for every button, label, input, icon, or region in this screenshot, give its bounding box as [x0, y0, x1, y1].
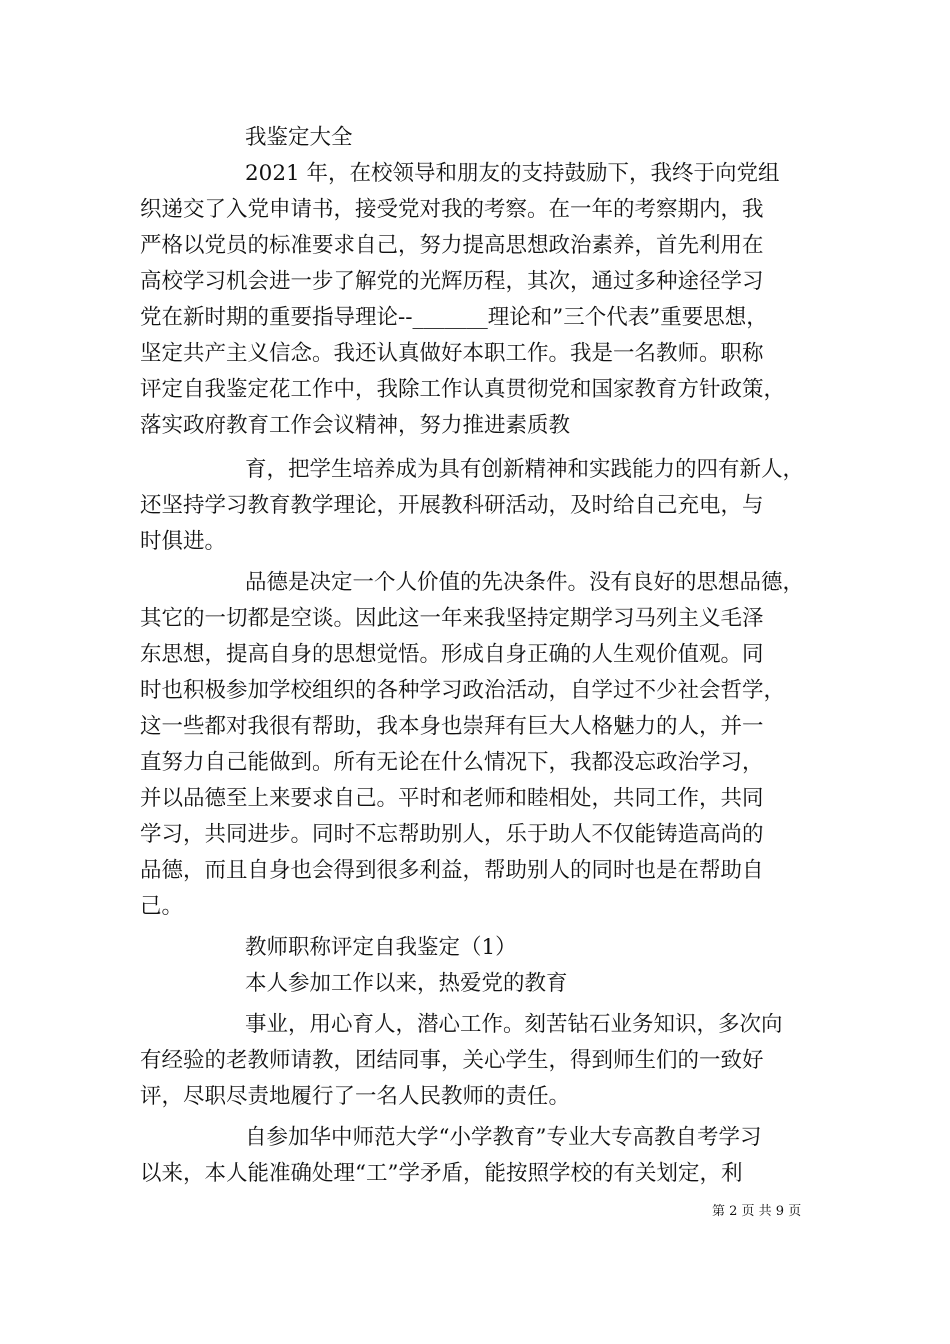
- text-line: 有经验的老教师请教，团结同事，关心学生，得到师生们的一致好: [140, 1048, 764, 1073]
- text-line: 品德是决定一个人价值的先决条件。没有良好的思想品德，: [245, 570, 805, 595]
- text-line: 以来，本人能准确处理“工”学矛盾，能按照学校的有关划定，利: [140, 1161, 743, 1186]
- text-line: 学习，共同进步。同时不忘帮助别人，乐于助人不仅能铸造高尚的: [140, 822, 764, 847]
- text-line: 织递交了入党申请书，接受党对我的考察。在一年的考察期内，我: [140, 197, 764, 222]
- text-line: 自参加华中师范大学“小学教育”专业大专高教自考学习: [245, 1125, 762, 1150]
- text-line: 还坚持学习教育教学理论，开展教科研活动，及时给自己充电，与: [140, 493, 764, 518]
- text-line: 东思想，提高自身的思想觉悟。形成自身正确的人生观价值观。同: [140, 642, 764, 667]
- text-line: 时也积极参加学校组织的各种学习政治活动，自学过不少社会哲学，: [140, 678, 786, 703]
- text-line: 品德，而且自身也会得到很多利益，帮助别人的同时也是在帮助自: [140, 858, 764, 883]
- text-line: 教师职称评定自我鉴定（1）: [245, 935, 517, 960]
- text-line: 坚定共产主义信念。我还认真做好本职工作。我是一名教师。职称: [140, 341, 764, 366]
- text-line: 其它的一切都是空谈。因此这一年来我坚持定期学习马列主义毛泽: [140, 606, 764, 631]
- text-line: 我鉴定大全: [245, 125, 353, 150]
- text-line: 严格以党员的标准要求自己，努力提高思想政治素养，首先利用在: [140, 233, 764, 258]
- text-line: 落实政府教育工作会议精神，努力推进素质教: [140, 413, 571, 438]
- text-line: 高校学习机会进一步了解党的光辉历程，其次，通过多种途径学习: [140, 269, 764, 294]
- text-line: 评，尽职尽责地履行了一名人民教师的责任。: [140, 1084, 571, 1109]
- text-line: 评定自我鉴定花工作中，我除工作认真贯彻党和国家教育方针政策，: [140, 377, 786, 402]
- page-number-footer: 第 2 页 共 9 页: [712, 1204, 802, 1219]
- text-line: 育，把学生培养成为具有创新精神和实践能力的四有新人，: [245, 457, 805, 482]
- text-line: 并以品德至上来要求自己。平时和老师和睦相处，共同工作，共同: [140, 786, 764, 811]
- text-line: 本人参加工作以来，热爱党的教育: [245, 971, 568, 996]
- text-line: 直努力自己能做到。所有无论在什么情况下，我都没忘政治学习，: [140, 750, 764, 775]
- text-line: 时俱进。: [140, 529, 227, 554]
- text-line: 己。: [140, 894, 184, 919]
- text-line: 这一些都对我很有帮助，我本身也崇拜有巨大人格魅力的人，并一: [140, 714, 764, 739]
- text-line: 事业，用心育人，潜心工作。刻苦钻石业务知识，多次向: [245, 1012, 783, 1037]
- text-line: 党在新时期的重要指导理论--_______理论和”三个代表”重要思想，: [140, 305, 768, 330]
- text-line: 2021 年，在校领导和朋友的支持鼓励下，我终于向党组: [245, 161, 780, 186]
